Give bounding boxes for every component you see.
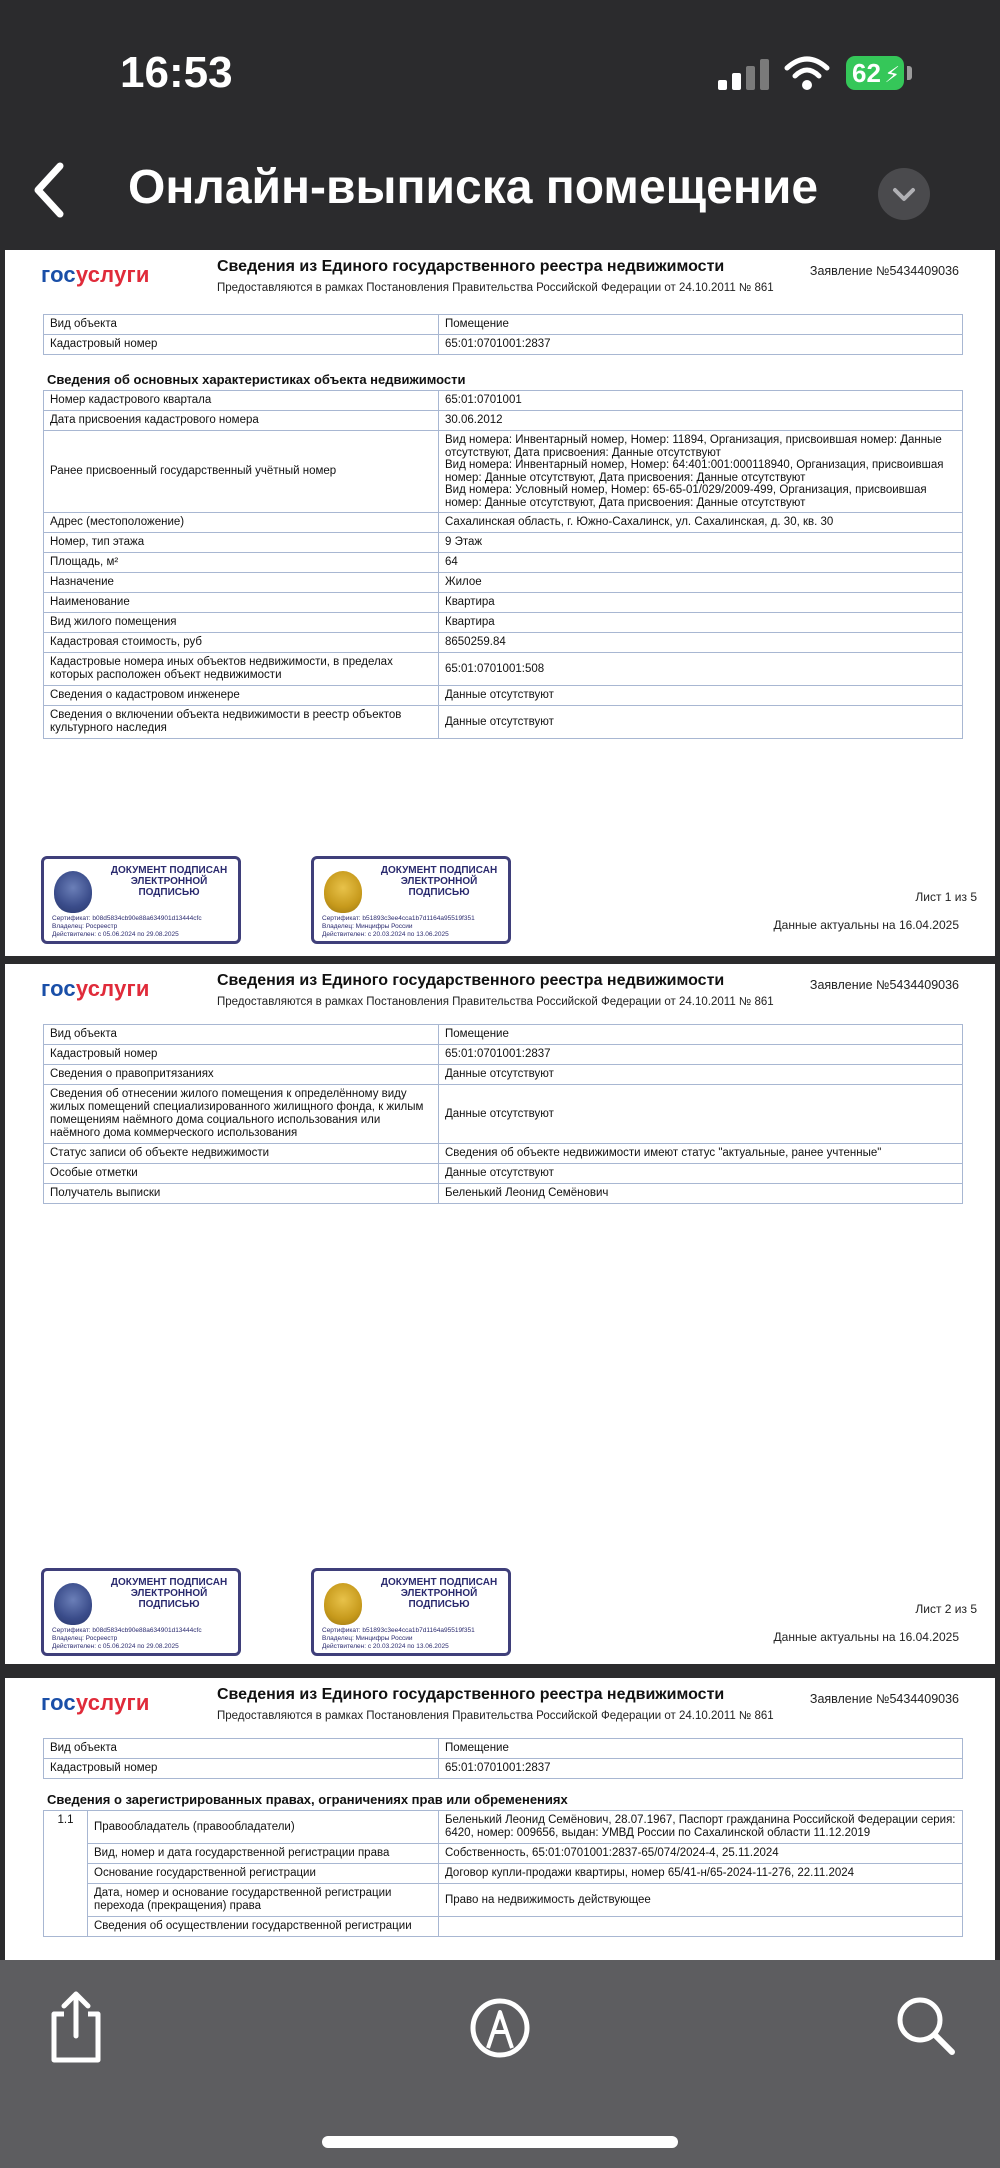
chevron-left-icon[interactable] [24, 150, 84, 230]
table-row: Ранее присвоенный государственный учётный номер Вид номера: Инвентарный номер, Номер: 11894, Организация, присвоившая номер: Данные отсутствуют, Дата присвоения: Данные отсутствуют Вид номера: Инвентарный номер, Номер: 64:401:001:000118940, Организация, присвоившая номер: Данные отсутствуют, Дата присвоения: Данные отсутствуют Вид номера: Условный номер, Номер: 65-65-01/029/2009-499, Организация, присвоившая номер: Данные отсутствуют, Дата присвоения: Данные отсутствуют [44, 431, 963, 513]
battery-level: 62 [852, 58, 881, 88]
table-row: Наименование Квартира [44, 593, 963, 613]
search-icon[interactable] [894, 1994, 958, 2060]
table-row: Статус записи об объекте недвижимости Сведения об объекте недвижимости имеют статус "актуальные, ранее учтенные" [44, 1144, 963, 1164]
table-row: Кадастровый номер 65:01:0701001:2837 [44, 1045, 963, 1065]
table-row: Вид, номер и дата государственной регистрации права Собственность, 65:01:0701001:2837-65/074/2024-4, 25.11.2024 [44, 1844, 963, 1864]
table-row: Площадь, м² 64 [44, 553, 963, 573]
table-row: Получатель выписки Беленький Леонид Семёнович [44, 1184, 963, 1204]
document-title: Сведения из Единого государственного реестра недвижимости [217, 972, 725, 989]
signature-stamp-mintsifry: ДОКУМЕНТ ПОДПИСАН ЭЛЕКТРОННОЙ ПОДПИСЬЮ Сертификат: b51893c3ee4cca1b7d1164a95519f351 Владелец: Минцифры России Действителен: с 20.03.2024 по 13.06.2025 [311, 1568, 511, 1656]
nav-title: Онлайн-выписка помещение [128, 161, 819, 214]
table-row: Кадастровые номера иных объектов недвижимости, в пределах которых расположен объект недвижимости 65:01:0701001:508 [44, 653, 963, 686]
section-title: Сведения об основных характеристиках объекта недвижимости [47, 372, 466, 387]
request-number: Заявление №5434409036 [809, 978, 959, 992]
document-page-2 [5, 964, 995, 1664]
table-row: Назначение Жилое [44, 573, 963, 593]
object-table [43, 1738, 963, 1779]
request-number: Заявление №5434409036 [809, 264, 959, 278]
document-subtitle: Предоставляются в рамках Постановления Правительства Российской Федерации от 24.10.2011 № 861 [217, 996, 774, 1008]
data-actual-date: Данные актуальны на 16.04.2025 [773, 1630, 959, 1644]
coat-of-arms-emblem [54, 871, 92, 913]
signature-stamp-rosreestr: ДОКУМЕНТ ПОДПИСАН ЭЛЕКТРОННОЙ ПОДПИСЬЮ Сертификат: b08d5834cb90e88a634901d13444cfc Владелец: Росреестр Действителен: с 05.06.2024 по 29.08.2025 [41, 1568, 241, 1656]
document-subtitle: Предоставляются в рамках Постановления Правительства Российской Федерации от 24.10.2011 № 861 [217, 282, 774, 294]
document-page-3 [5, 1678, 995, 1960]
object-table [43, 314, 963, 355]
charging-bolt-icon: ⚡ [884, 62, 900, 87]
section-title: Сведения о зарегистрированных правах, ограничениях прав или обременениях [47, 1792, 568, 1807]
data-actual-date: Данные актуальны на 16.04.2025 [773, 918, 959, 932]
title-menu-button[interactable] [878, 168, 930, 220]
table-row: Адрес (местоположение) Сахалинская область, г. Южно-Сахалинск, ул. Сахалинская, д. 30, кв. 30 [44, 513, 963, 533]
table-row: Основание государственной регистрации Договор купли-продажи квартиры, номер 65/41-н/65-2024-11-276, 22.11.2024 [44, 1864, 963, 1884]
rights-table [43, 1810, 963, 1937]
wifi-icon [784, 56, 830, 92]
status-table [43, 1024, 963, 1204]
top-bar [0, 0, 1000, 248]
document-subtitle: Предоставляются в рамках Постановления Правительства Российской Федерации от 24.10.2011 № 861 [217, 1710, 774, 1722]
table-row: Вид объекта Помещение [44, 1025, 963, 1045]
item-number: 1.1 [44, 1811, 88, 1937]
table-row: Особые отметки Данные отсутствуют [44, 1164, 963, 1184]
table-row: Кадастровая стоимость, руб 8650259.84 [44, 633, 963, 653]
battery-cap [907, 66, 912, 80]
status-time: 16:53 [120, 48, 233, 97]
battery-indicator [846, 56, 904, 90]
table-row: Сведения о кадастровом инженере Данные отсутствуют [44, 686, 963, 706]
table-row: Дата, номер и основание государственной регистрации перехода (прекращения) права Право на недвижимость действующее [44, 1884, 963, 1917]
table-row: Дата присвоения кадастрового номера 30.06.2012 [44, 411, 963, 431]
table-row: Кадастровый номер 65:01:0701001:2837 [44, 335, 963, 355]
table-row: Сведения о включении объекта недвижимости в реестр объектов культурного наследия Данные отсутствуют [44, 706, 963, 739]
table-row: 1.1 Правообладатель (правообладатели) Беленький Леонид Семёнович, 28.07.1967, Паспорт гражданина Российской Федерации серия: 6420, номер: 009656, выдан: УМВД России по Сахалинской области 11.12.2019 [44, 1811, 963, 1844]
table-row: Кадастровый номер 65:01:0701001:2837 [44, 1759, 963, 1779]
home-indicator[interactable] [322, 2136, 678, 2148]
gosuslugi-logo: госуслуги [41, 976, 150, 1001]
gosuslugi-logo: госуслуги [41, 262, 150, 287]
coat-of-arms-emblem [324, 871, 362, 913]
table-row: Вид жилого помещения Квартира [44, 613, 963, 633]
share-icon[interactable] [44, 1988, 108, 2066]
document-viewer[interactable] [0, 248, 1000, 1960]
request-number: Заявление №5434409036 [809, 1692, 959, 1706]
table-row: Сведения о правопритязаниях Данные отсутствуют [44, 1065, 963, 1085]
sheet-number: Лист 1 из 5 [915, 890, 977, 904]
table-row: Сведения об отнесении жилого помещения к определённому виду жилых помещений специализированного жилищного фонда, к жилым помещениям наёмного дома социального использования или наёмного дома коммерческого использования Данные отсутствуют [44, 1085, 963, 1144]
document-page-1 [5, 250, 995, 956]
coat-of-arms-emblem [54, 1583, 92, 1625]
cellular-signal-icon [718, 58, 770, 90]
markup-pen-icon[interactable] [468, 1996, 532, 2060]
table-row: Вид объекта Помещение [44, 1739, 963, 1759]
document-title: Сведения из Единого государственного реестра недвижимости [217, 1686, 725, 1703]
signature-stamp-mintsifry: ДОКУМЕНТ ПОДПИСАН ЭЛЕКТРОННОЙ ПОДПИСЬЮ Сертификат: b51893c3ee4cca1b7d1164a95519f351 Владелец: Минцифры России Действителен: с 20.03.2024 по 13.06.2025 [311, 856, 511, 944]
gosuslugi-logo: госуслуги [41, 1690, 150, 1715]
signature-stamp-rosreestr: ДОКУМЕНТ ПОДПИСАН ЭЛЕКТРОННОЙ ПОДПИСЬЮ Сертификат: b08d5834cb90e88a634901d13444cfc Владелец: Росреестр Действителен: с 05.06.2024 по 29.08.2025 [41, 856, 241, 944]
table-row: Сведения об осуществлении государственной регистрации [44, 1917, 963, 1937]
table-row: Номер, тип этажа 9 Этаж [44, 533, 963, 553]
characteristics-table [43, 390, 963, 739]
sheet-number: Лист 2 из 5 [915, 1602, 977, 1616]
document-title: Сведения из Единого государственного реестра недвижимости [217, 258, 725, 275]
chevron-down-icon [878, 168, 930, 220]
coat-of-arms-emblem [324, 1583, 362, 1625]
table-row: Вид объекта Помещение [44, 315, 963, 335]
table-row: Номер кадастрового квартала 65:01:0701001 [44, 391, 963, 411]
